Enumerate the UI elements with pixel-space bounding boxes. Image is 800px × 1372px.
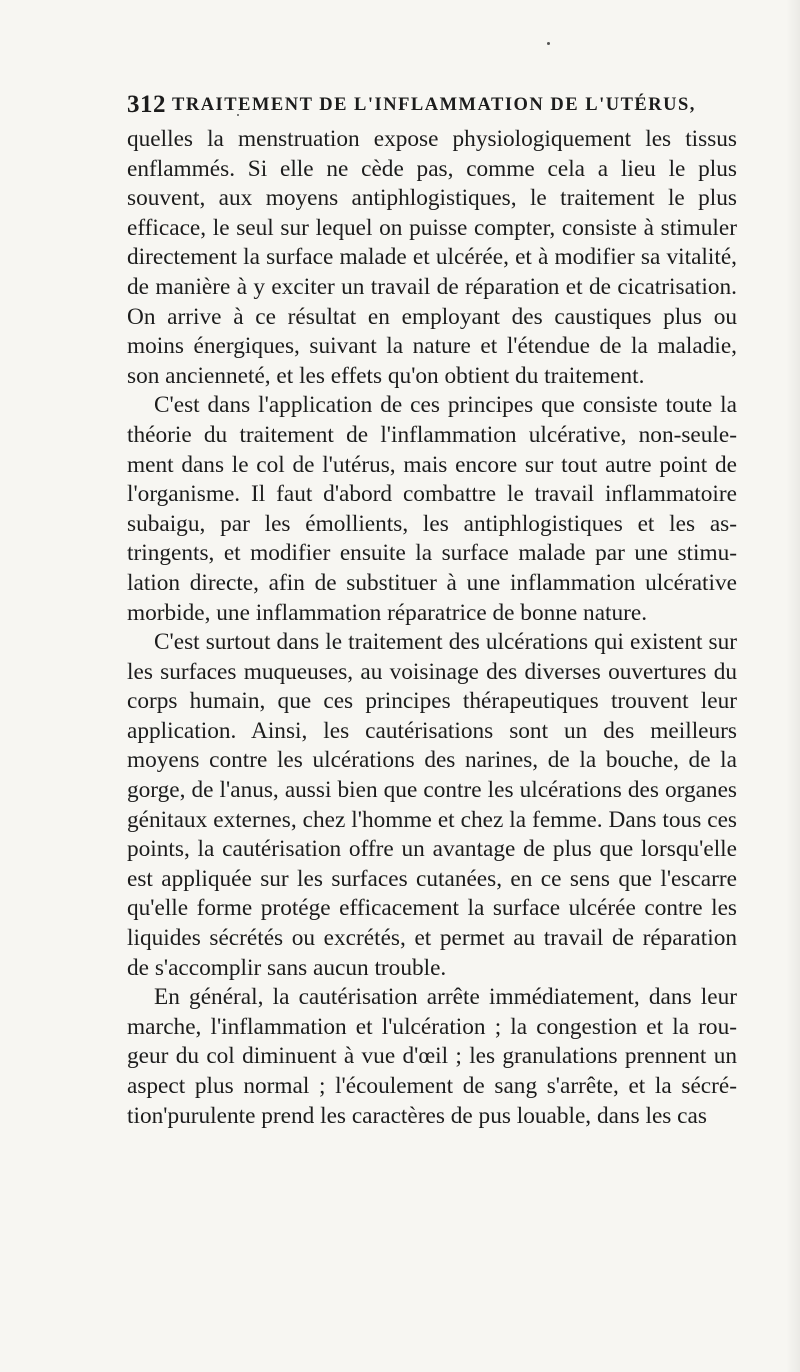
paragraph: En général, la cautérisation arrête immédiatement, dans leur marche, l'inflammation et l'ulcération ; la congestion et la rougeur du col diminuent à vue d'œil ; les granulations prennent un aspect plus normal ; l'écoulement de sang s'arrête, et la sécrétion'purulente prend les caractères de pus louable, dans les cas xyxy=(127,984,737,1129)
page-number: 312 xyxy=(127,91,166,118)
paragraph: C'est surtout dans le traitement des ulcérations qui existent sur les surfaces muqueuses, au voisinage des diverses ouvertures du corps humain, que ces principes thérapeutiques trouvent leur application. Ainsi, les cautérisations sont un des meilleurs moyens contre les ulcérations des narines, de la bouche, de la gorge, de l'anus, aussi bien que contre les ulcérations des organes génitaux externes, chez l'homme et chez la femme. Dans tous ces points, la cautérisation offre un avantage de plus que lorsqu'elle est appliquée sur les surfaces cutanées, en ce sens que l'escarre qu'elle forme protége efficacement la surface ulcérée contre les liquides sécrétés ou excrétés, et permet au travail de réparation de s'accomplir sans aucun trouble. xyxy=(127,629,737,981)
page-header xyxy=(127,87,737,123)
paragraph: C'est dans l'application de ces principes que consiste toute la théorie du traitement de l'inflammation ulcérative, non-seulement dans le col de l'utérus, mais encore sur tout autre point de l'organisme. Il faut d'abord combattre le travail inflammatoire subaigu, par les émollients, les antiphlogistiques et les astringents, et modifier ensuite la surface malade par une stimulation directe, afin de substituer à une inflammation ulcérative morbide, une inflammation réparatrice de bonne nature. xyxy=(127,392,737,626)
paper-speck xyxy=(547,42,550,45)
paragraph: quelles la menstruation expose physiologiquement les tissus enflammés. Si elle ne cède pas, comme cela a lieu le plus souvent, aux moyens antiphlogistiques, le traitement le plus efficace, le seul sur lequel on puisse compter, consiste à stimuler directement la surface malade et ulcérée, et à modifier sa vitalité, de manière à y exciter un travail de réparation et de cicatrisation. On arrive à ce résultat en employant des caustiques plus ou moins énergiques, suivant la nature et l'étendue de la maladie, son ancienneté, et les effets qu'on obtient du traitement. xyxy=(127,126,737,389)
body-text xyxy=(127,125,737,1131)
running-head: TRAITEMENT DE L'INFLAMMATION DE L'UTÉRUS, xyxy=(172,95,696,115)
page-edge-shadow xyxy=(786,0,800,1372)
